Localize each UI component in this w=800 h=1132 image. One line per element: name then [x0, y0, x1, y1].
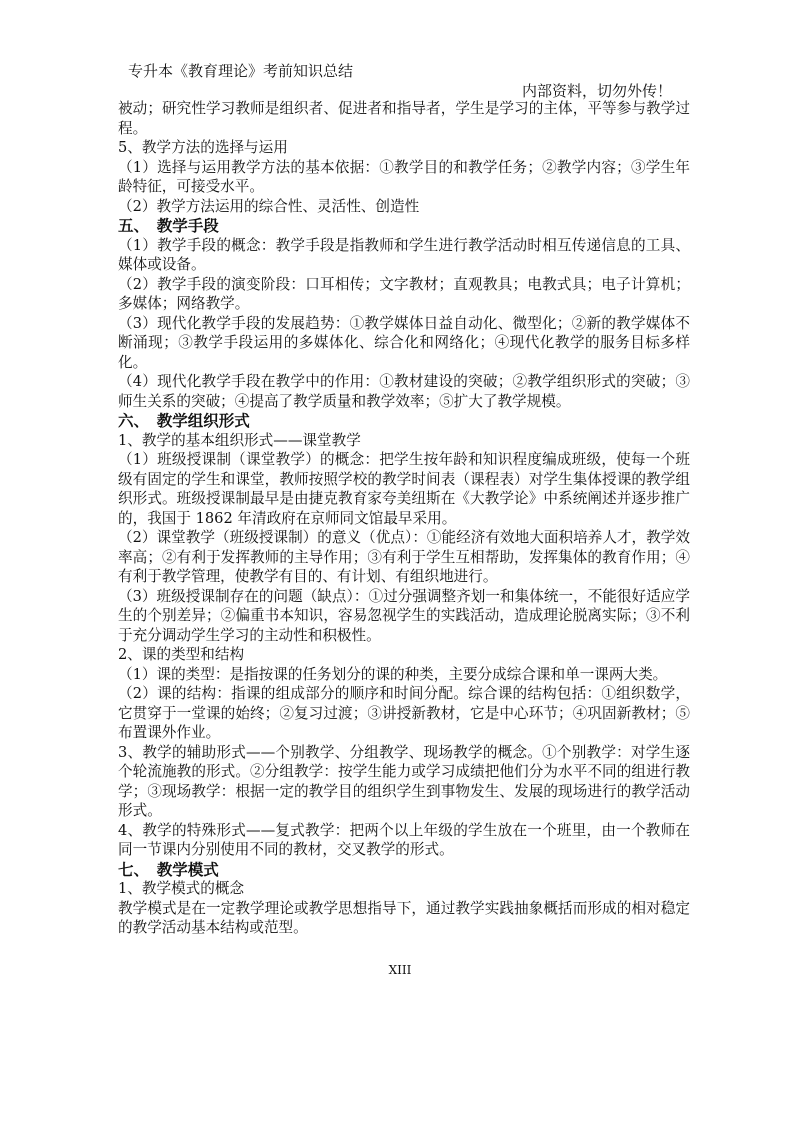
section-heading: 七、 教学模式 — [118, 859, 219, 879]
paragraph: 5、教学方法的选择与运用 — [118, 139, 288, 156]
paragraph: （1）教学手段的概念：教学手段是指教师和学生进行教学活动时相互传递信息的工具、媒体或设备。 — [118, 236, 690, 273]
paragraph: （3）班级授课制存在的问题（缺点）：①过分强调整齐划一和集体统一，不能很好适应学生的个别差异；②偏重书本知识，容易忽视学生的实践活动，造成理论脱离实际；③不利于充分调动学生学习的主动性和积极性。 — [118, 587, 690, 644]
paragraph: （3）现代化教学手段的发展趋势：①教学媒体日益自动化、微型化；②新的教学媒体不断涌现；③教学手段运用的多媒体化、综合化和网络化；④现代化教学的服务目标多样化。 — [118, 314, 690, 371]
paragraph: 教学模式是在一定教学理论或教学思想指导下，通过教学实践抽象概括而形成的相对稳定的教学活动基本结构或范型。 — [118, 899, 690, 936]
paragraph: 1、教学模式的概念 — [118, 880, 245, 897]
section-heading: 五、 教学手段 — [118, 216, 219, 235]
paragraph: （2）课的结构：指课的组成部分的顺序和时间分配。综合课的结构包括：①组织数学，它贯穿于一堂课的始终；②复习过渡；③讲授新教材，它是中心环节；④巩固新教材；⑤布置课外作业。 — [118, 685, 690, 741]
document-header-title: 专升本《教育理论》考前知识总结 — [128, 62, 354, 80]
paragraph: 4、教学的特殊形式——复式教学：把两个以上年级的学生放在一个班里，由一个教师在同一节课内分别使用不同的教材，交叉教学的形式。 — [118, 821, 690, 858]
paragraph: （2）教学方法运用的综合性、灵活性、创造性 — [118, 197, 420, 215]
confidential-notice: 内部资料，切勿外传！ — [521, 82, 672, 100]
paragraph: （1）选择与运用教学方法的基本依据：①教学目的和教学任务；②教学内容；③学生年龄特征，可接受水平。 — [118, 158, 690, 195]
paragraph: （2）教学手段的演变阶段：口耳相传；文字教材；直观教具；电教式具；电子计算机；多媒体；网络教学。 — [118, 275, 690, 312]
paragraph: 1、教学的基本组织形式——课堂教学 — [118, 431, 361, 449]
paragraph: 3、教学的辅助形式——个别教学、分组教学、现场教学的概念。①个别教学：对学生逐个轮流施教的形式。②分组教学：按学生能力或学习成绩把他们分为水平不同的组进行教学；③现场教学：根据一定的教学目的组织学生到事物发生、发展的现场进行的教学活动形式。 — [118, 743, 690, 819]
paragraph: （1）班级授课制（课堂教学）的概念：把学生按年龄和知识程度编成班级，使每一个班级有固定的学生和课堂，教师按照学校的教学时间表（课程表）对学生集体授课的教学组织形式。班级授课制最早是由捷克教育家夸美纽斯在《大教学论》中系统阐述并逐步推广的，我国于 1862 年清政府在京师同文馆最早采用。 — [118, 451, 690, 527]
section-heading: 六、 教学组织形式 — [118, 411, 250, 430]
paragraph: 被动；研究性学习教师是组织者、促进者和指导者，学生是学习的主体，平等参与教学过程。 — [118, 100, 690, 137]
page-number: XIII — [388, 963, 412, 977]
paragraph: （1）课的类型：是指按课的任务划分的课的种类，主要分成综合课和单一课两大类。 — [118, 665, 668, 683]
paragraph: 2、课的类型和结构 — [118, 646, 245, 663]
paragraph: （4）现代化教学手段在教学中的作用：①教材建设的突破；②教学组织形式的突破；③师生关系的突破；④提高了教学质量和教学效率；⑤扩大了教学规模。 — [118, 373, 690, 410]
document-body — [118, 99, 690, 938]
paragraph: （2）课堂教学（班级授课制）的意义（优点）：①能经济有效地大面积培养人才，教学效率高；②有利于发挥教师的主导作用；③有利于学生互相帮助，发挥集体的教育作用；④有利于教学管理，使教学有目的、有计划、有组织地进行。 — [118, 529, 690, 585]
